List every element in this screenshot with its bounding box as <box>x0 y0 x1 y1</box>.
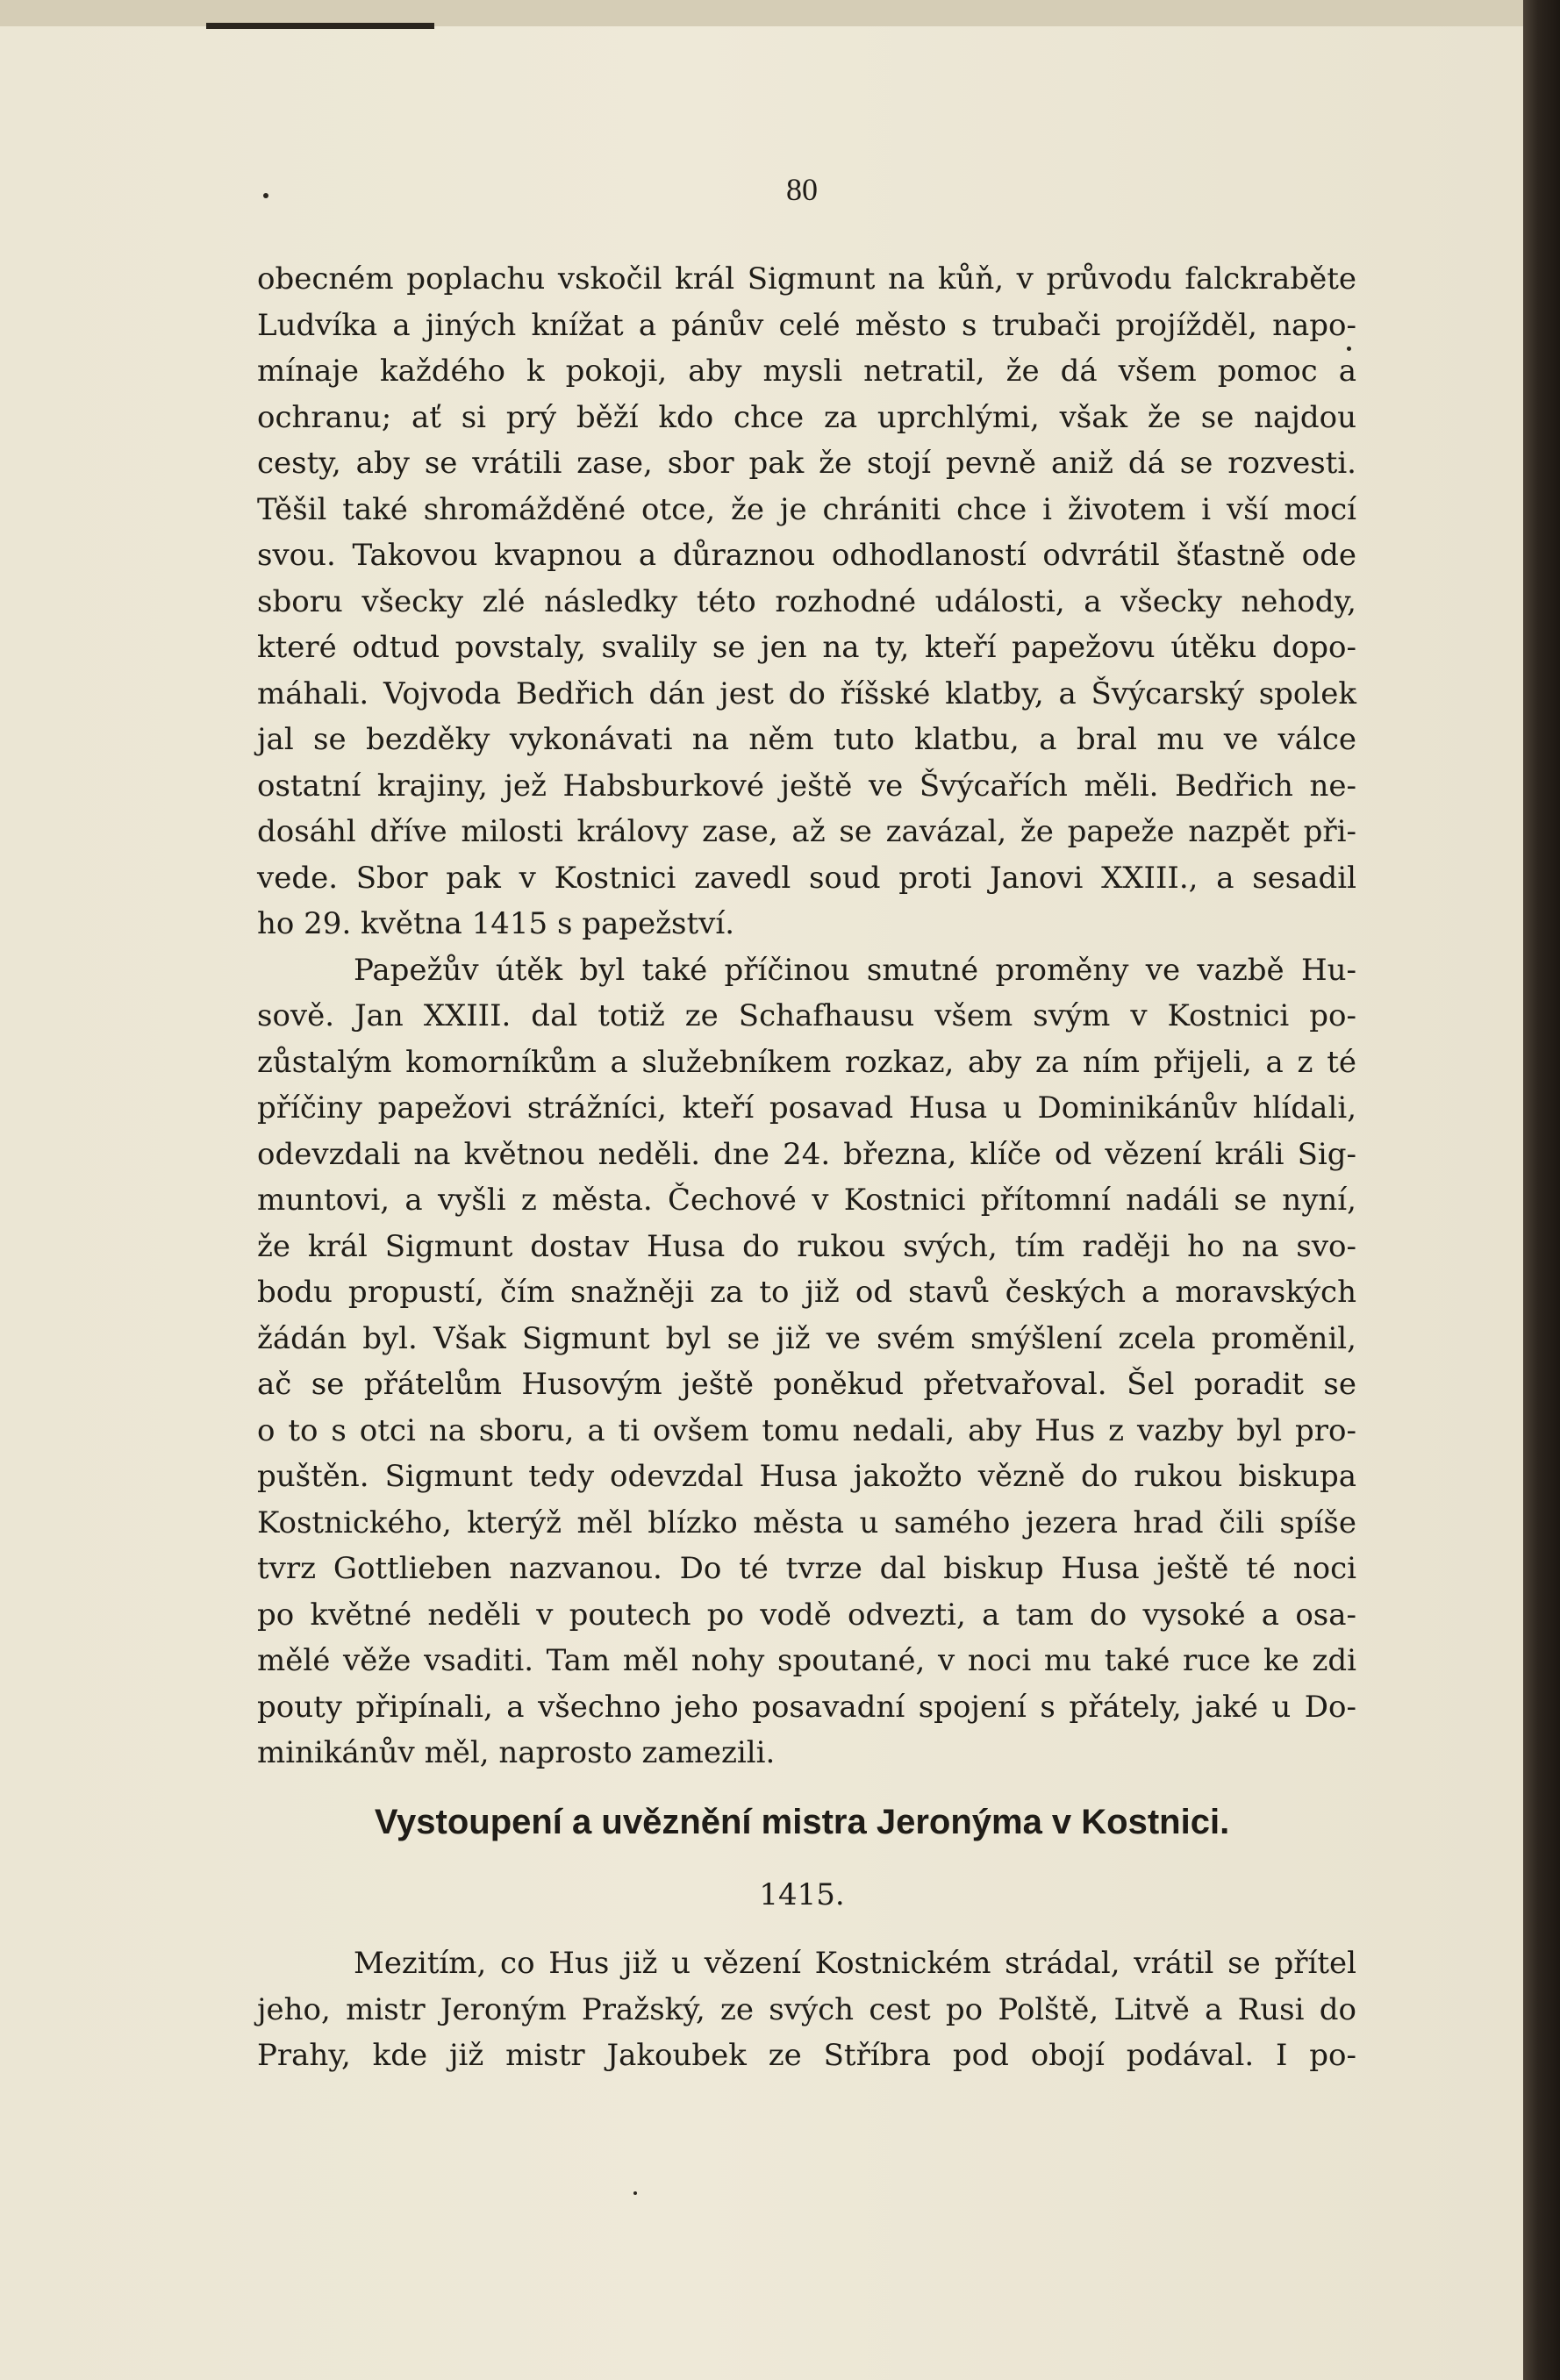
text-line: příčiny papežovi strážníci, kteří posavad Husa u Dominikánův hlídali, <box>257 1090 1356 1126</box>
text-line: po květné neděli v poutech po vodě odvezti, a tam do vysoké a osa- <box>257 1597 1356 1633</box>
body-text <box>257 256 1356 1776</box>
text-line: o to s otci na sboru, a ti ovšem tomu nedali, aby Hus z vazby byl pro- <box>257 1412 1356 1448</box>
text-line: ostatní krajiny, jež Habsburkové ještě ve Švýcařích měli. Bedřich ne- <box>257 768 1356 804</box>
text-line: tvrz Gottlieben nazvanou. Do té tvrze dal biskup Husa ještě té noci <box>257 1551 1356 1586</box>
text-line: svou. Takovou kvapnou a důraznou odhodlaností odvrátil šťastně ode <box>257 538 1356 573</box>
text-line: ač se přátelům Husovým ještě poněkud přetvařoval. Šel poradit se <box>257 1367 1356 1402</box>
text-line: puštěn. Sigmunt tedy odevzdal Husa jakožto vězně do rukou biskupa <box>257 1459 1356 1494</box>
text-line: pouty připínali, a všechno jeho posavadní spojení s přátely, jaké u Do- <box>257 1689 1356 1725</box>
book-spine-edge <box>1523 0 1560 2380</box>
section-heading: Vystoupení a uvěznění mistra Jeronýma v Kostnici. <box>374 1803 1230 1841</box>
text-line: cesty, aby se vrátili zase, sbor pak že stojí pevně aniž dá se rozvesti. <box>257 446 1356 481</box>
text-line: Papežův útěk byl také příčinou smutné proměny ve vazbě Hu- <box>354 952 1356 988</box>
text-line: mínaje každého k pokoji, aby mysli netratil, že dá všem pomoc a <box>257 354 1356 389</box>
text-line: vede. Sbor pak v Kostnici zavedl soud proti Janovi XXIII., a sesadil <box>257 860 1356 896</box>
text-line: Ludvíka a jiných knížat a pánův celé město s trubači projížděl, napo- <box>257 307 1356 343</box>
section-year: 1415. <box>759 1877 845 1912</box>
text-line: které odtud povstaly, svalily se jen na ty, kteří papežovu útěku dopo- <box>257 630 1356 665</box>
text-line: mělé věže vsaditi. Tam měl nohy spoutané, v noci mu také ruce ke zdi <box>257 1643 1356 1678</box>
page-number: 80 <box>786 172 818 207</box>
paragraph <box>257 947 1356 1776</box>
text-line: muntovi, a vyšli z města. Čechové v Kostnici přítomní nadáli se nyní, <box>257 1183 1356 1218</box>
text-line: sově. Jan XXIII. dal totiž ze Schafhausu všem svým v Kostnici po- <box>257 998 1356 1033</box>
text-line: že král Sigmunt dostav Husa do rukou svých, tím raději ho na svo- <box>257 1228 1356 1264</box>
print-speck <box>633 2191 637 2195</box>
text-line: Těšil také shromážděné otce, že je chrániti chce i životem i vší mocí <box>257 491 1356 527</box>
text-line: Prahy, kde již mistr Jakoubek ze Stříbra pod obojí podával. I po- <box>257 2038 1356 2073</box>
text-line: dosáhl dříve milosti královy zase, až se zavázal, že papeže nazpět při- <box>257 814 1356 849</box>
text-line: sboru všecky zlé následky této rozhodné události, a všecky nehody, <box>257 583 1356 619</box>
text-line: máhali. Vojvoda Bedřich dán jest do říšské klatby, a Švýcarský spolek <box>257 675 1356 711</box>
paragraph <box>257 256 1356 947</box>
text-line: obecném poplachu vskočil král Sigmunt na kůň, v průvodu falckraběte <box>257 261 1356 297</box>
top-rule-mark <box>206 23 434 29</box>
text-line: žádán byl. Však Sigmunt byl se již ve svém smýšlení zcela proměnil, <box>257 1320 1356 1356</box>
text-line: ho 29. května 1415 s papežství. <box>257 906 735 941</box>
text-line: Mezitím, co Hus již u vězení Kostnickém strádal, vrátil se přítel <box>354 1946 1356 1981</box>
body-text-continued <box>257 1940 1356 2079</box>
text-line: minikánův měl, naprosto zamezili. <box>257 1735 776 1770</box>
text-line: ochranu; ať si prý běží kdo chce za uprchlými, však že se najdou <box>257 399 1356 435</box>
text-line: jeho, mistr Jeroným Pražský, ze svých cest po Polště, Litvě a Rusi do <box>257 1991 1356 2027</box>
text-line: zůstalým komorníkům a služebníkem rozkaz, aby za ním přijeli, a z té <box>257 1044 1356 1080</box>
text-line: jal se bezděky vykonávati na něm tuto klatbu, a bral mu ve válce <box>257 722 1356 757</box>
text-line: bodu propustí, čím snažněji za to již od stavů českých a moravských <box>257 1275 1356 1310</box>
text-line: odevzdali na květnou neděli. dne 24. března, klíče od vězení králi Sig- <box>257 1136 1356 1172</box>
text-line: Kostnického, kterýž měl blízko města u samého jezera hrad čili spíše <box>257 1504 1356 1540</box>
